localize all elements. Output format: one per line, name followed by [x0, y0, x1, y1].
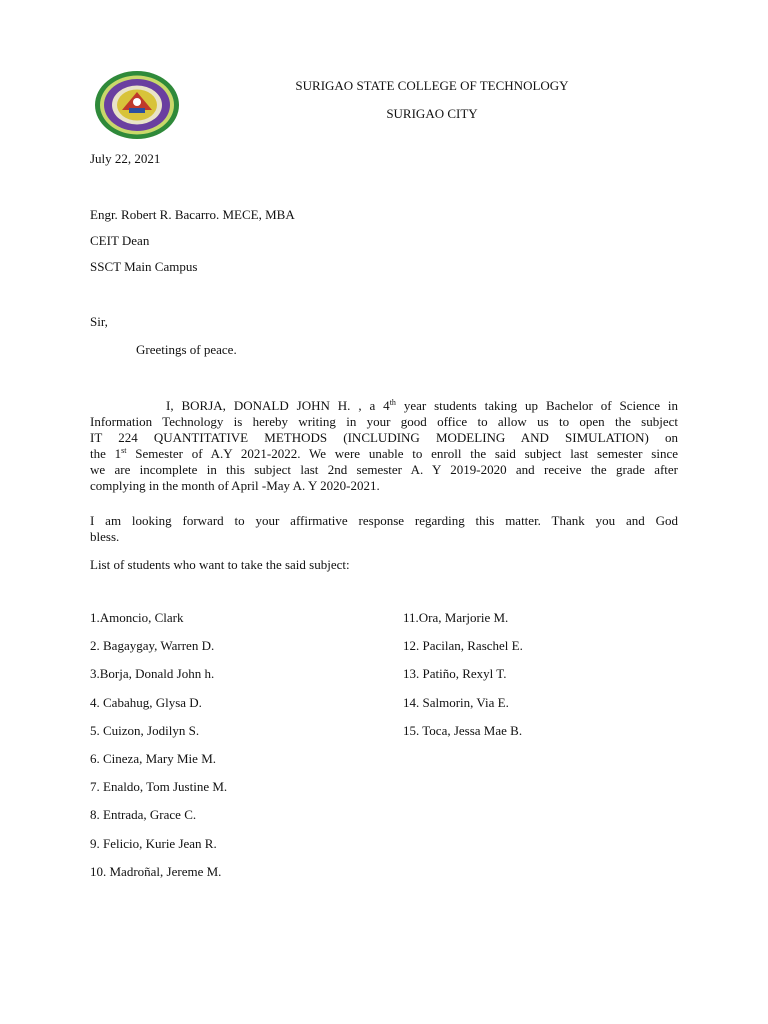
text-fragment: Semester of A.Y 2021-2022. We were unable to enroll the said subject last semester since	[126, 446, 678, 461]
student-list-item: 10. Madroñal, Jereme M.	[90, 863, 222, 879]
superscript: th	[389, 398, 396, 407]
paragraph-line: IT 224 QUANTITATIVE METHODS (INCLUDING MODELING AND SIMULATION) on	[90, 430, 678, 445]
paragraph-line: bless.	[90, 529, 120, 544]
student-list-left	[90, 610, 227, 892]
recipient-title: CEIT Dean	[90, 233, 150, 248]
letterhead-school-name: SURIGAO STATE COLLEGE OF TECHNOLOGY	[295, 78, 569, 93]
recipient-office: SSCT Main Campus	[90, 259, 198, 274]
body-paragraph-request	[90, 398, 678, 494]
recipient-name: Engr. Robert R. Bacarro. MECE, MBA	[90, 207, 295, 222]
student-list-item: 6. Cineza, Mary Mie M.	[90, 750, 217, 766]
student-list-item: 4. Cabahug, Glysa D.	[90, 694, 202, 710]
student-list-item: 7. Enaldo, Tom Justine M.	[90, 779, 228, 795]
student-list-item: 1.Amoncio, Clark	[90, 610, 184, 625]
letter-date: July 22, 2021	[90, 151, 161, 166]
letterhead-city: SURIGAO CITY	[386, 106, 478, 121]
text-fragment: the 1	[90, 446, 122, 461]
student-list-item: 9. Felicio, Kurie Jean R.	[90, 835, 217, 851]
salutation: Sir,	[90, 314, 108, 329]
paragraph-line	[90, 446, 678, 462]
greeting: Greetings of peace.	[136, 342, 237, 357]
paragraph-line: we are incomplete in this subject last 2nd semester A. Y 2019-2020 and receive the grade after	[90, 462, 678, 477]
paragraph-line: complying in the month of April -May A. Y 2020-2021.	[90, 478, 380, 493]
student-list-item: 3.Borja, Donald John h.	[90, 666, 215, 682]
text-fragment: year students taking up Bachelor of Science in	[395, 398, 678, 413]
student-list-intro: List of students who want to take the said subject:	[90, 557, 350, 572]
text-fragment: I, BORJA, DONALD JOHN H. , a 4	[166, 398, 390, 413]
student-list-item: 14. Salmorin, Via E.	[403, 694, 509, 710]
student-list-item: 13. Patiño, Rexyl T.	[403, 666, 507, 682]
student-list-item: 15. Toca, Jessa Mae B.	[403, 722, 523, 738]
body-paragraph-closing	[90, 513, 678, 545]
student-list-right	[403, 610, 523, 751]
superscript: st	[121, 446, 127, 455]
student-list-item: 11.Ora, Marjorie M.	[403, 610, 509, 625]
paragraph-line: I am looking forward to your affirmative response regarding this matter. Thank you and God	[90, 513, 678, 528]
paragraph-line	[90, 398, 678, 414]
student-list-item: 5. Cuizon, Jodilyn S.	[90, 722, 200, 738]
student-list-item: 2. Bagaygay, Warren D.	[90, 638, 215, 654]
student-list-item: 8. Entrada, Grace C.	[90, 807, 197, 823]
paragraph-line: Information Technology is hereby writing in your good office to allow us to open the subject	[90, 414, 678, 429]
student-list-item: 12. Pacilan, Raschel E.	[403, 638, 523, 654]
